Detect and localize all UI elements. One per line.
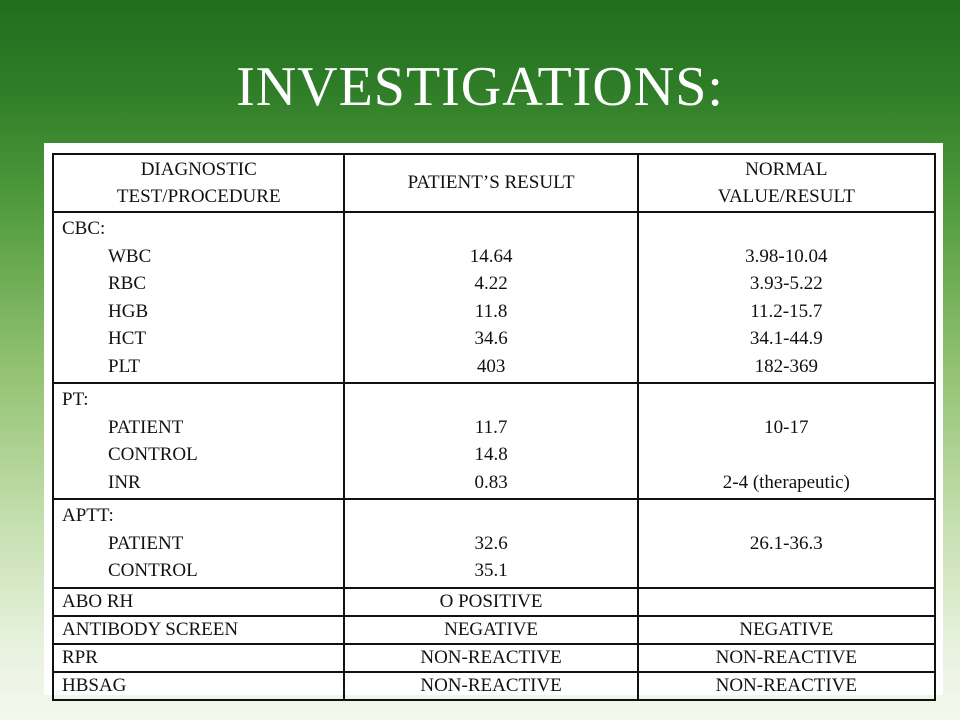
table-card bbox=[44, 143, 943, 695]
group-results bbox=[344, 212, 637, 383]
table-header-row bbox=[53, 154, 935, 212]
test-label: RPR bbox=[53, 644, 344, 672]
result-value: 11.7 bbox=[474, 416, 508, 438]
normal-value: 10-17 bbox=[764, 416, 809, 438]
test-label: CONTROL bbox=[108, 444, 198, 465]
result-value: 14.64 bbox=[469, 245, 513, 267]
result-value: 0.83 bbox=[474, 471, 508, 493]
spacer bbox=[353, 215, 628, 243]
normal-value bbox=[638, 588, 935, 616]
result-value: 14.8 bbox=[474, 444, 508, 465]
result-value: 32.6 bbox=[474, 532, 508, 554]
table-row-hbsag bbox=[53, 672, 935, 700]
normal-value: NEGATIVE bbox=[638, 616, 935, 644]
test-label: HCT bbox=[108, 328, 146, 349]
normal-value: 3.98-10.04 bbox=[745, 245, 828, 267]
group-row-cbc bbox=[53, 212, 935, 383]
result-value: 34.6 bbox=[474, 328, 508, 349]
spacer bbox=[353, 386, 628, 414]
group-results bbox=[344, 383, 637, 499]
result-value: NON-REACTIVE bbox=[344, 672, 637, 700]
investigations-table bbox=[52, 153, 936, 701]
header-normal bbox=[638, 154, 935, 212]
group-results bbox=[344, 499, 637, 588]
test-label: PATIENT bbox=[108, 532, 184, 554]
header-result bbox=[344, 154, 637, 212]
normal-value: NON-REACTIVE bbox=[638, 672, 935, 700]
group-normals bbox=[638, 499, 935, 588]
test-label: ANTIBODY SCREEN bbox=[53, 616, 344, 644]
header-test bbox=[53, 154, 344, 212]
table-row-rpr bbox=[53, 644, 935, 672]
header-result-line: PATIENT’S RESULT bbox=[407, 172, 575, 194]
test-label: ABO RH bbox=[53, 588, 344, 616]
group-name: CBC: bbox=[62, 218, 106, 239]
test-label: INR bbox=[108, 471, 141, 493]
test-label: HBSAG bbox=[53, 672, 344, 700]
header-test-line: DIAGNOSTIC bbox=[140, 158, 257, 180]
test-label: WBC bbox=[108, 245, 152, 267]
group-row-aptt bbox=[53, 499, 935, 588]
normal-value: 3.93-5.22 bbox=[749, 273, 823, 294]
spacer bbox=[647, 386, 926, 414]
normal-value: 34.1-44.9 bbox=[749, 328, 823, 349]
normal-value: 26.1-36.3 bbox=[749, 532, 823, 554]
group-tests bbox=[53, 383, 344, 499]
result-value: 11.8 bbox=[474, 300, 508, 322]
group-row-pt bbox=[53, 383, 935, 499]
test-label: RBC bbox=[108, 273, 147, 294]
group-normals bbox=[638, 212, 935, 383]
result-value: 4.22 bbox=[474, 273, 508, 294]
group-tests bbox=[53, 212, 344, 383]
table-row-antibody-screen bbox=[53, 616, 935, 644]
result-value: 403 bbox=[476, 355, 506, 377]
group-tests bbox=[53, 499, 344, 588]
normal-value: NON-REACTIVE bbox=[638, 644, 935, 672]
spacer bbox=[647, 502, 926, 530]
spacer bbox=[647, 215, 926, 243]
group-normals bbox=[638, 383, 935, 499]
slide-title: INVESTIGATIONS: bbox=[236, 56, 724, 118]
header-normal-line: VALUE/RESULT bbox=[717, 186, 855, 207]
result-value: 35.1 bbox=[474, 560, 508, 581]
test-label: PATIENT bbox=[108, 416, 184, 438]
normal-value: 11.2-15.7 bbox=[750, 300, 823, 322]
test-label: CONTROL bbox=[108, 560, 198, 581]
result-value: NON-REACTIVE bbox=[344, 644, 637, 672]
spacer bbox=[353, 502, 628, 530]
group-name: APTT: bbox=[62, 505, 114, 526]
result-value: O POSITIVE bbox=[344, 588, 637, 616]
table-row-abo-rh bbox=[53, 588, 935, 616]
group-name: PT: bbox=[62, 389, 89, 410]
header-normal-line: NORMAL bbox=[745, 158, 828, 180]
normal-value bbox=[647, 441, 926, 469]
test-label: HGB bbox=[108, 300, 149, 322]
header-test-line: TEST/PROCEDURE bbox=[116, 186, 281, 207]
test-label: PLT bbox=[108, 355, 141, 377]
normal-value bbox=[647, 557, 926, 585]
normal-value: 182-369 bbox=[754, 355, 818, 377]
result-value: NEGATIVE bbox=[344, 616, 637, 644]
normal-value: 2-4 (therapeutic) bbox=[722, 471, 850, 493]
